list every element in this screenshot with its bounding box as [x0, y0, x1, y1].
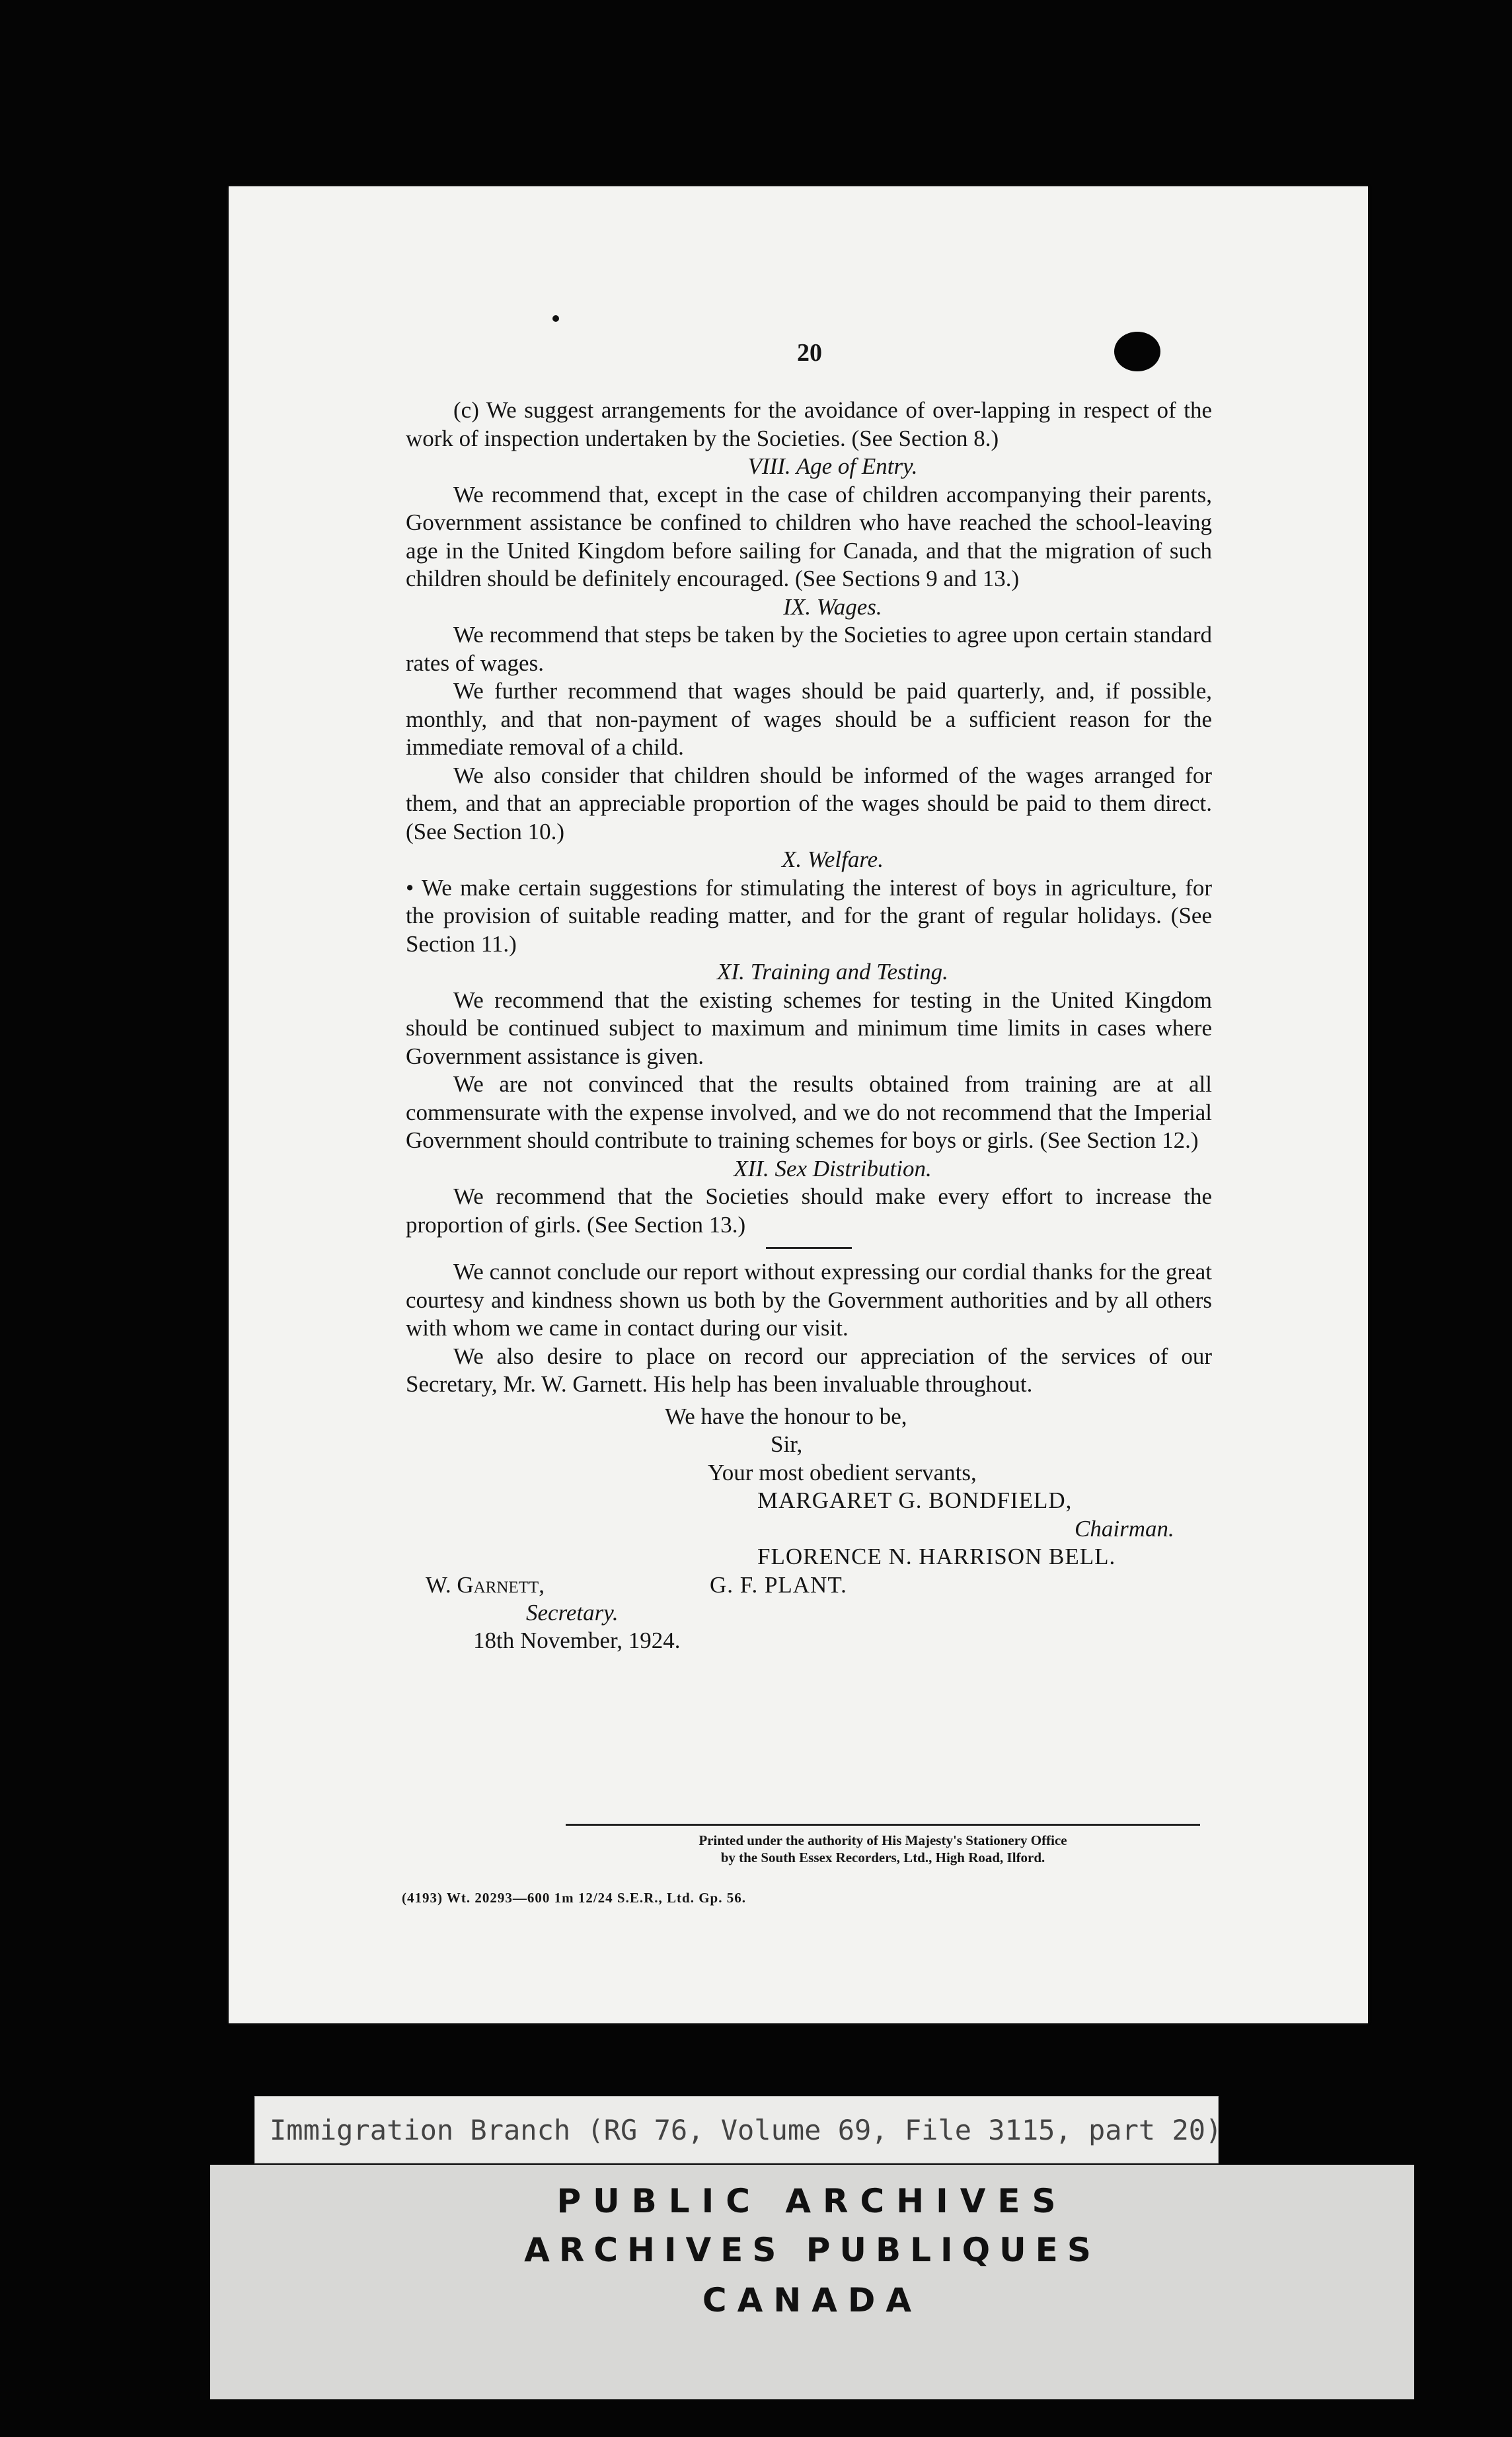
paragraph-training-1: We recommend that the existing schemes for testing in the United Kingdom should be continued subject to maximum and minimum time limits in cases where Government assistance is given.	[406, 987, 1212, 1069]
archive-reference-label	[254, 2096, 1223, 2163]
heading-welfare: X. Welfare.	[782, 846, 884, 872]
printer-rule	[566, 1824, 1200, 1826]
heading-sex-distribution: XII. Sex Distribution.	[734, 1155, 932, 1181]
archive-stamp-card	[210, 2165, 1414, 2399]
ink-speck	[552, 315, 559, 322]
heading-wages: IX. Wages.	[783, 593, 882, 620]
paragraph-training-2: We are not convinced that the results obtained from training are at all commensurate with the expense involved, and we do not recommend that the Imperial Government should contribute to training schemes for boys or girls. (See Section 12.)	[406, 1071, 1212, 1153]
report-body	[406, 396, 1212, 1655]
paragraph-wages-1: We recommend that steps be taken by the Societies to agree upon certain standard rates of wages.	[406, 622, 1212, 676]
paragraph-age-of-entry: We recommend that, except in the case of children accompanying their parents, Government assistance be confined to children who have reached the school-leaving age in the United Kingdom before sailing for Canada, and that the migration of such children should be definitely encouraged. (See Sections 9 and 13.)	[406, 481, 1212, 591]
paragraph-secretary: We also desire to place on record our appreciation of the services of our Secretary, Mr. W. Garnett. His help has been invaluable throughout.	[406, 1343, 1212, 1397]
secretary-role: Secretary.	[526, 1599, 619, 1626]
printer-imprint	[506, 1832, 1260, 1866]
printer-line-1: Printed under the authority of His Majesty's Stationery Office	[699, 1832, 1067, 1848]
printer-line-2: by the South Essex Recorders, Ltd., High Road, Ilford.	[720, 1850, 1045, 1865]
signatory-harrison-bell: FLORENCE N. HARRISON BELL.	[757, 1544, 1116, 1569]
paragraph-wages-2: We further recommend that wages should be paid quarterly, and, if possible, monthly, and that non-payment of wages should be a sufficient reason for the immediate removal of a child.	[406, 678, 1212, 760]
closing-honour: We have the honour to be,	[665, 1403, 907, 1429]
closing-sir: Sir,	[771, 1431, 803, 1457]
heading-age-of-entry: VIII. Age of Entry.	[747, 453, 918, 479]
page-number: 20	[797, 339, 822, 367]
print-code: (4193) Wt. 20293—600 1m 12/24 S.E.R., Ltd. Gp. 56.	[402, 1890, 746, 1906]
archive-line-canada: CANADA	[702, 2281, 923, 2319]
archive-line-public-archives: PUBLIC ARCHIVES	[556, 2182, 1068, 2220]
signatory-plant: G. F. PLANT.	[710, 1571, 847, 1598]
document-page	[229, 186, 1368, 2023]
heading-training: XI. Training and Testing.	[717, 959, 948, 985]
paragraph-welfare: • We make certain suggestions for stimulating the interest of boys in agriculture, for the provision of suitable reading matter, and for the grant of regular holidays. (See Section 11.)	[406, 874, 1212, 957]
report-date: 18th November, 1924.	[473, 1628, 681, 1653]
signatory-bondfield: MARGARET G. BONDFIELD,	[757, 1487, 1073, 1513]
section-c-paragraph: (c) We suggest arrangements for the avoidance of over-lapping in respect of the work of inspection undertaken by the Societies. (See Section 8.)	[406, 397, 1212, 451]
archive-reference: Immigration Branch (RG 76, Volume 69, File 3115, part 20)	[270, 2114, 1223, 2146]
archive-line-archives-publiques: ARCHIVES PUBLIQUES	[524, 2231, 1100, 2269]
ink-blot	[1114, 332, 1160, 371]
secretary-name: W. Garnett,	[426, 1571, 545, 1598]
section-divider	[766, 1247, 852, 1249]
signatory-chairman-role: Chairman.	[1075, 1515, 1174, 1542]
paragraph-thanks: We cannot conclude our report without expressing our cordial thanks for the great courtesy and kindness shown us both by the Government authorities and by all others with whom we came in contact during our visit.	[406, 1259, 1212, 1341]
closing-block	[406, 1403, 1212, 1655]
paragraph-sex-distribution: We recommend that the Societies should make every effort to increase the proportion of girls. (See Section 13.)	[406, 1183, 1212, 1238]
paragraph-wages-3: We also consider that children should be informed of the wages arranged for them, and that an appreciable proportion of the wages should be paid to them direct. (See Section 10.)	[406, 762, 1212, 844]
closing-servants: Your most obedient servants,	[708, 1459, 977, 1485]
